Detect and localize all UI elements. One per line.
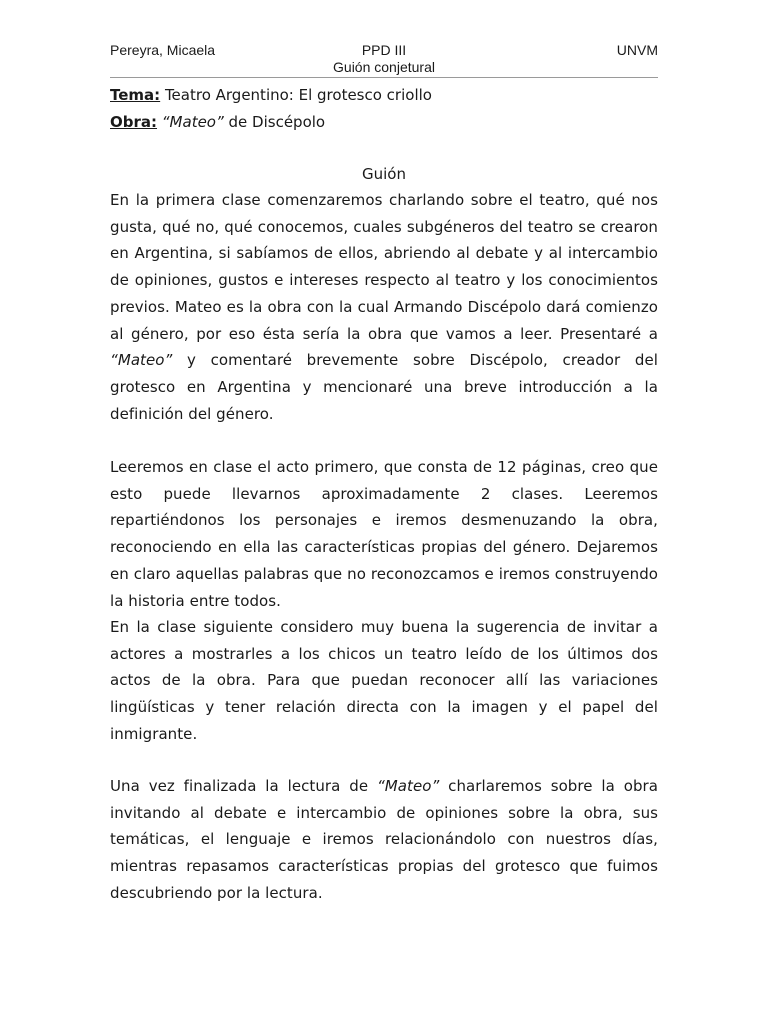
obra-label: Obra: [110, 113, 158, 131]
paragraph-1-text: En la primera clase comenzaremos charlando sobre el teatro, qué nos gusta, qué no, qué conocemos, cuales subgéneros del teatro se crearon en Argentina, si sabíamos de ellos, abriendo al debate y al intercambio de opiniones, gustos e intereses respecto al teatro y los conocimientos previos. Mateo es la obra con la cual Armando Discépolo dará comienzo al género, por eso ésta sería la obra que vamos a leer. Presentaré a [110, 191, 658, 343]
tema-line [110, 85, 432, 105]
page-header [110, 42, 658, 78]
section-title: Guión [362, 165, 406, 183]
obra-author: de Discépolo [223, 113, 326, 131]
header-divider [110, 77, 658, 78]
paragraph-4-text: Una vez finalizada la lectura de [110, 777, 377, 795]
header-subtitle: Guión conjetural [333, 59, 435, 75]
document-page [110, 0, 658, 1024]
paragraph-4-end: charlaremos sobre la obra invitando al debate e intercambio de opiniones sobre la obra, sus temáticas, el lenguaje e iremos relacionándolo con nuestros días, mientras repasamos características propias del grotesco que fuimos descubriendo por la lectura. [110, 777, 658, 902]
paragraph-2-text: Leeremos en clase el acto primero, que consta de 12 páginas, creo que esto puede llevarnos aproximadamente 2 clases. Leeremos repartiéndonos los personajes e iremos desmenuzando la obra, reconociendo en ella las características propias del género. Dejaremos en claro aquellas palabras que no reconozcamos e iremos construyendo la historia entre todos. [110, 458, 658, 610]
header-author: Pereyra, Micaela [110, 42, 216, 58]
paragraph-1-title: “Mateo” [110, 351, 173, 370]
header-course: PPD III [361, 42, 407, 58]
paragraph-2 [110, 454, 658, 614]
tema-label: Tema: [110, 86, 161, 104]
paragraph-3-text: En la clase siguiente considero muy buena la sugerencia de invitar a actores a mostrarles a los chicos un teatro leído de los últimos dos actos de la obra. Para que puedan reconocer allí las variaciones lingüísticas y tener relación directa con la imagen y el papel del inmigrante. [110, 618, 658, 743]
header-institution: UNVM [616, 42, 658, 58]
paragraph-4-title: “Mateo” [376, 777, 440, 795]
obra-title: “Mateo” [157, 113, 224, 131]
tema-value: Teatro Argentino: El grotesco criollo [160, 86, 432, 104]
paragraph-1-end: y comentaré brevemente sobre Discépolo, creador del grotesco en Argentina y mencionaré una breve introducción a la definición del género. [110, 351, 658, 423]
paragraph-1 [110, 187, 658, 427]
paragraph-3 [110, 614, 658, 748]
obra-line [110, 112, 325, 132]
paragraph-4 [110, 773, 658, 907]
